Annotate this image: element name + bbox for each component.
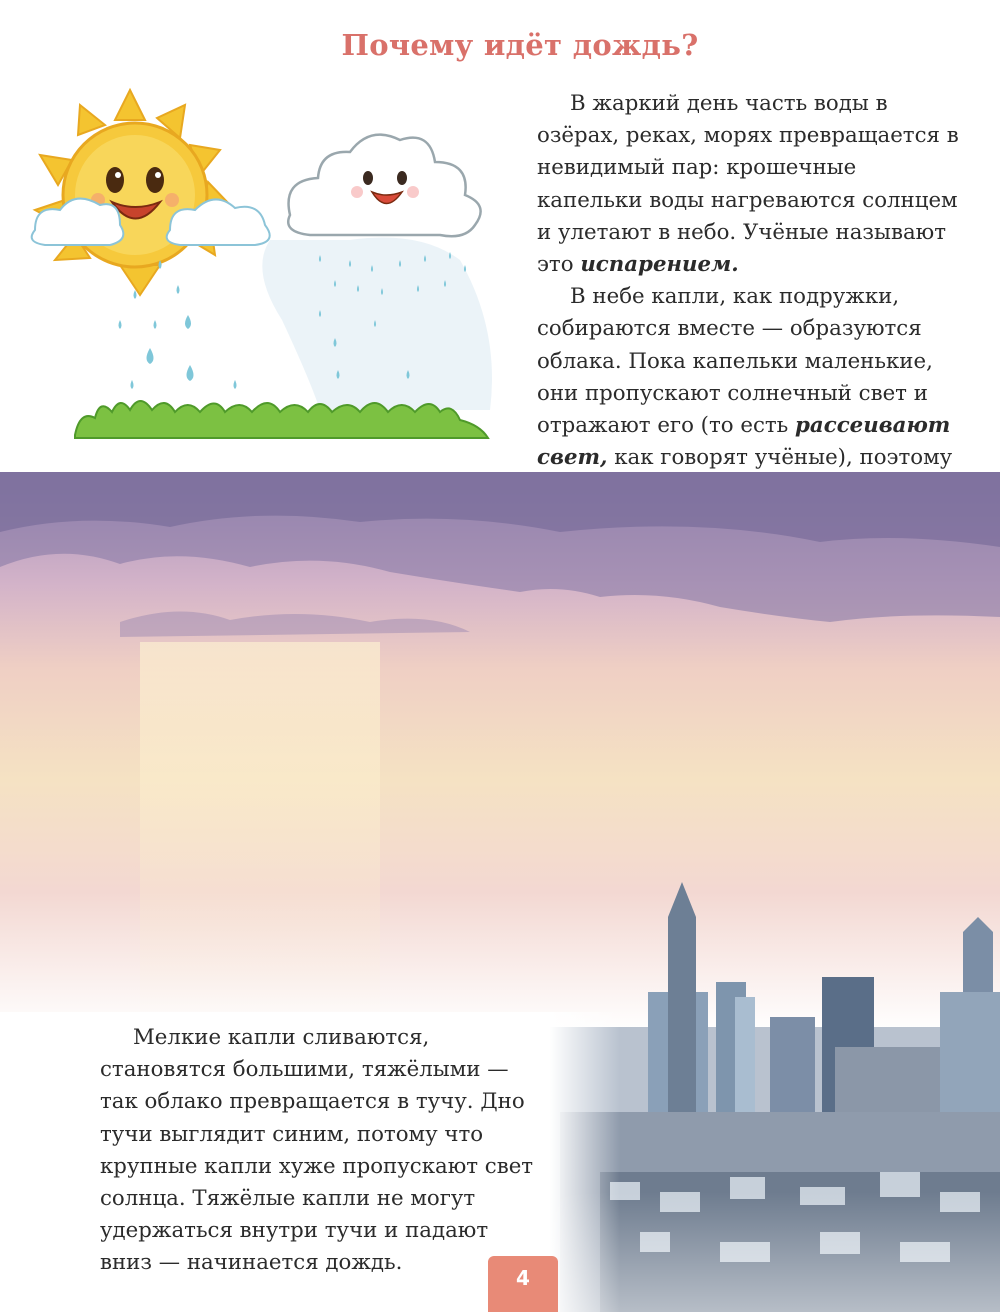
term-evaporation: испарением. — [580, 252, 739, 278]
page-number-tab — [488, 1256, 558, 1312]
paragraph-evaporation: В жаркий день часть воды в озёрах, реках, морях превращается в невидимый пар: крошечные капельки воды нагреваются солнцем и улетают в небо. Учёные называют это испарением. — [537, 91, 959, 278]
intro-text — [537, 88, 963, 507]
term-scatter-light: рассеивают свет, — [537, 413, 951, 471]
sun-cloud-illustration — [20, 80, 520, 450]
sun-icon — [32, 90, 270, 295]
page-title: Почему идёт дождь? — [341, 28, 699, 62]
cloud-icon — [288, 135, 480, 237]
page-number: 4 — [516, 1266, 530, 1290]
paragraph-clouds: В небе капли, как подружки, собираются вместе — образуются облака. Пока капельки маленькие, они пропускают солнечный свет и отражают его (то есть рассеивают свет, как говорят учёные), поэтому — [537, 284, 953, 471]
paragraph-rain: Мелкие капли сливаются, становятся большими, тяжёлыми — так облако превращается в тучу. Дно тучи выглядит синим, потому что крупные капли хуже пропускают свет солнца. Тяжёлые капли не могут удержаться внутри тучи и падают вниз — начинается дождь. — [100, 1025, 534, 1276]
grass — [75, 401, 488, 438]
rain-text — [100, 1022, 536, 1280]
